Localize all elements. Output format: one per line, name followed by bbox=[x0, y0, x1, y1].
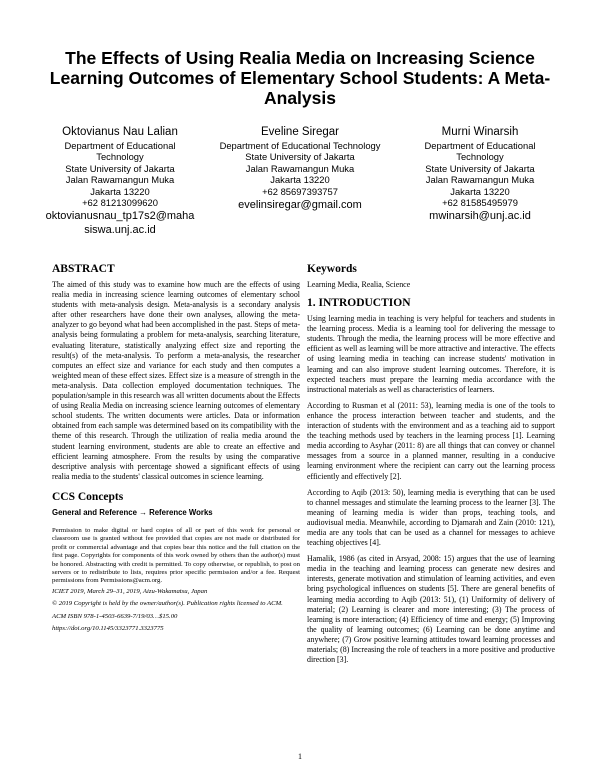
copyright-notice: © 2019 Copyright is held by the owner/author(s). Publication rights licensed to ACM. bbox=[52, 600, 283, 608]
author-block bbox=[390, 125, 570, 223]
permission-block bbox=[52, 527, 300, 633]
author-name: Murni Winarsih bbox=[441, 126, 519, 138]
abstract-heading: ABSTRACT bbox=[52, 263, 115, 275]
intro-paragraph: According to Aqib (2013: 50), learning media is everything that can be used to channel messages and stimulate the learning process to the learner [3]. The meaning of learning media is wider than props, teaching tools, and audiovisual media. Meanwhile, according to Djamarah and Zain (2010: 121), media are any tools that can be used as a channel for messages to achieve teaching objectives [4]. bbox=[307, 487, 555, 548]
author-university: State University of Jakarta bbox=[245, 151, 355, 163]
author-city: Jakarta 13220 bbox=[90, 185, 150, 197]
author-email[interactable]: siswa.unj.ac.id bbox=[84, 224, 156, 237]
author-phone: +62 81213099620 bbox=[82, 197, 158, 209]
author-department: Department of Educational bbox=[64, 140, 176, 151]
author-block bbox=[30, 125, 210, 237]
author-university: State University of Jakarta bbox=[65, 162, 175, 174]
author-department: Technology bbox=[456, 151, 504, 163]
author-street: Jalan Rawamangun Muka bbox=[245, 162, 355, 174]
intro-paragraph: According to Rusman et al (2011: 53), learning media is one of the tools to enhance the process interaction between teacher and students, and the interaction of students with the environment and as a teaching aid to support the teaching methods used by teachers in the learning process [1]. Learning media according to Asyhar (2011: 8) are all things that can convey or channel messages from a source in a planned manner, resulting in a conducive learning environment where the recipient can carry out the learning process efficiently and effectively [2]. bbox=[307, 400, 555, 481]
author-city: Jakarta 13220 bbox=[450, 185, 510, 197]
author-department: Department of Educational bbox=[424, 140, 536, 151]
author-city: Jakarta 13220 bbox=[270, 174, 330, 186]
isbn: ACM ISBN 978-1-4503-6639-7/19/03…$15.00 bbox=[52, 612, 178, 620]
author-name: Eveline Siregar bbox=[261, 126, 339, 138]
author-street: Jalan Rawamangun Muka bbox=[425, 174, 535, 186]
doi-link[interactable]: https://doi.org/10.1145/3323771.3323775 bbox=[52, 624, 164, 632]
author-email[interactable]: mwinarsih@unj.ac.id bbox=[429, 210, 531, 223]
permission-text: Permission to make digital or hard copies of all or part of this work for personal or classroom use is granted without fee provided that copies are not made or distributed for profit or commercial advantage and that copies bear this notice and the full citation on the first page. Copyrights for components of this work owned by others than the author(s) must be honored. Abstracting with credit is permitted. To copy otherwise, or republish, to post on servers or to redistribute to lists, requires prior specific permission and/or a fee. Request permissions from Permissions@acm.org. bbox=[52, 526, 300, 585]
ccs-concepts: General and Reference → Reference Works bbox=[52, 507, 213, 517]
keywords-text: Learning Media, Realia, Science bbox=[307, 280, 411, 289]
right-column bbox=[307, 262, 555, 665]
author-email[interactable]: oktovianusnau_tp17s2@maha bbox=[45, 210, 195, 223]
author-department: Technology bbox=[96, 151, 144, 163]
abstract-text: The aimed of this study was to examine how much are the effects of using realia media in increasing science learning outcomes of elementary school students with meta-analysis design. Meta-analysis is a secondary analysis after other researchers have done their own analyses, allowing the meta-analyzer to go beyond what had been accomplished in the past. Steps of meta-analysis being formulating a problem for meta-analysis, searching literature, evaluating literature, statistically analyzing effect size and reporting the result(s) of the meta-analysis. To perform a meta-analysis, the researcher computes an effect size and variance for each study and then computes a weighted mean of these effect sizes. Effect size is a measure of strength in the meta-analysis. Data collection employed documentation techniques. The population/sample in this research was all written documents about the Effects of using Realia Media on increasing science learning outcomes of elementary school students. The written documents were articles. Data or information obtained from each sample was determined based on its compatibility with the theme of this research. Through the utilization of realia media around the student learning environment, students are able to create an effective and efficient learning atmosphere. From the results by using the comparative descriptive analysis with percentage showed a significant effects of using realia media to the students' classical outcomes in science learning. bbox=[52, 280, 300, 481]
author-phone: +62 81585495979 bbox=[442, 197, 518, 209]
author-street: Jalan Rawamangun Muka bbox=[65, 174, 175, 186]
ccs-heading: CCS Concepts bbox=[52, 490, 124, 503]
keywords-heading: Keywords bbox=[307, 263, 357, 275]
author-university: State University of Jakarta bbox=[425, 162, 535, 174]
author-department: Department of Educational Technology bbox=[219, 140, 381, 151]
left-column bbox=[52, 262, 300, 633]
paper-title: The Effects of Using Realia Media on Increasing Science Learning Outcomes of Elementary School Students: A Meta-Analysis bbox=[49, 48, 551, 108]
page-number: 1 bbox=[298, 752, 302, 761]
author-phone: +62 85697393757 bbox=[262, 185, 338, 197]
conference-info: ICIET 2019, March 29–31, 2019, Aizu-Wakamatsu, Japan bbox=[52, 587, 208, 595]
author-name: Oktovianus Nau Lalian bbox=[62, 126, 178, 138]
author-email[interactable]: evelinsiregar@gmail.com bbox=[238, 199, 362, 212]
author-block bbox=[210, 125, 390, 212]
introduction-heading: 1. INTRODUCTION bbox=[307, 297, 411, 310]
intro-paragraph: Using learning media in teaching is very helpful for teachers and students in the learning process. Media is a learning tool for delivering the message to students. Through the media, the learning process will be more effective and efficient as well as learning will be more attractive and interactive. The effects of using learning media in teaching can increase students' motivation in learning and can also improve student learning outcomes. Therefore, it is expected teachers must prepare the learning media accordance with the instructional materials as well as characteristics of learners. bbox=[307, 314, 555, 394]
intro-paragraph: Hamalik, 1986 (as cited in Arsyad, 2008: 15) argues that the use of learning media in the teaching and learning process can generate new desires and interests, generate motivation and stimulation of learning activities, and even bring psychological influences on students [5]. There are general benefits of learning media according to Aqib (2013: 51), (1) Uniformity of delivery of material; (2) Learning is clearer and more interesting; (3) The process of learning is more interaction; (4) Efficiency of time and energy; (5) Improving the quality of learning outcomes; (6) Learning can be done anytime and anywhere; (7) Grow positive learning attitudes toward learning processes and materials; (8) Increasing the role of teachers in a more positive and productive direction [3]. bbox=[307, 554, 555, 665]
